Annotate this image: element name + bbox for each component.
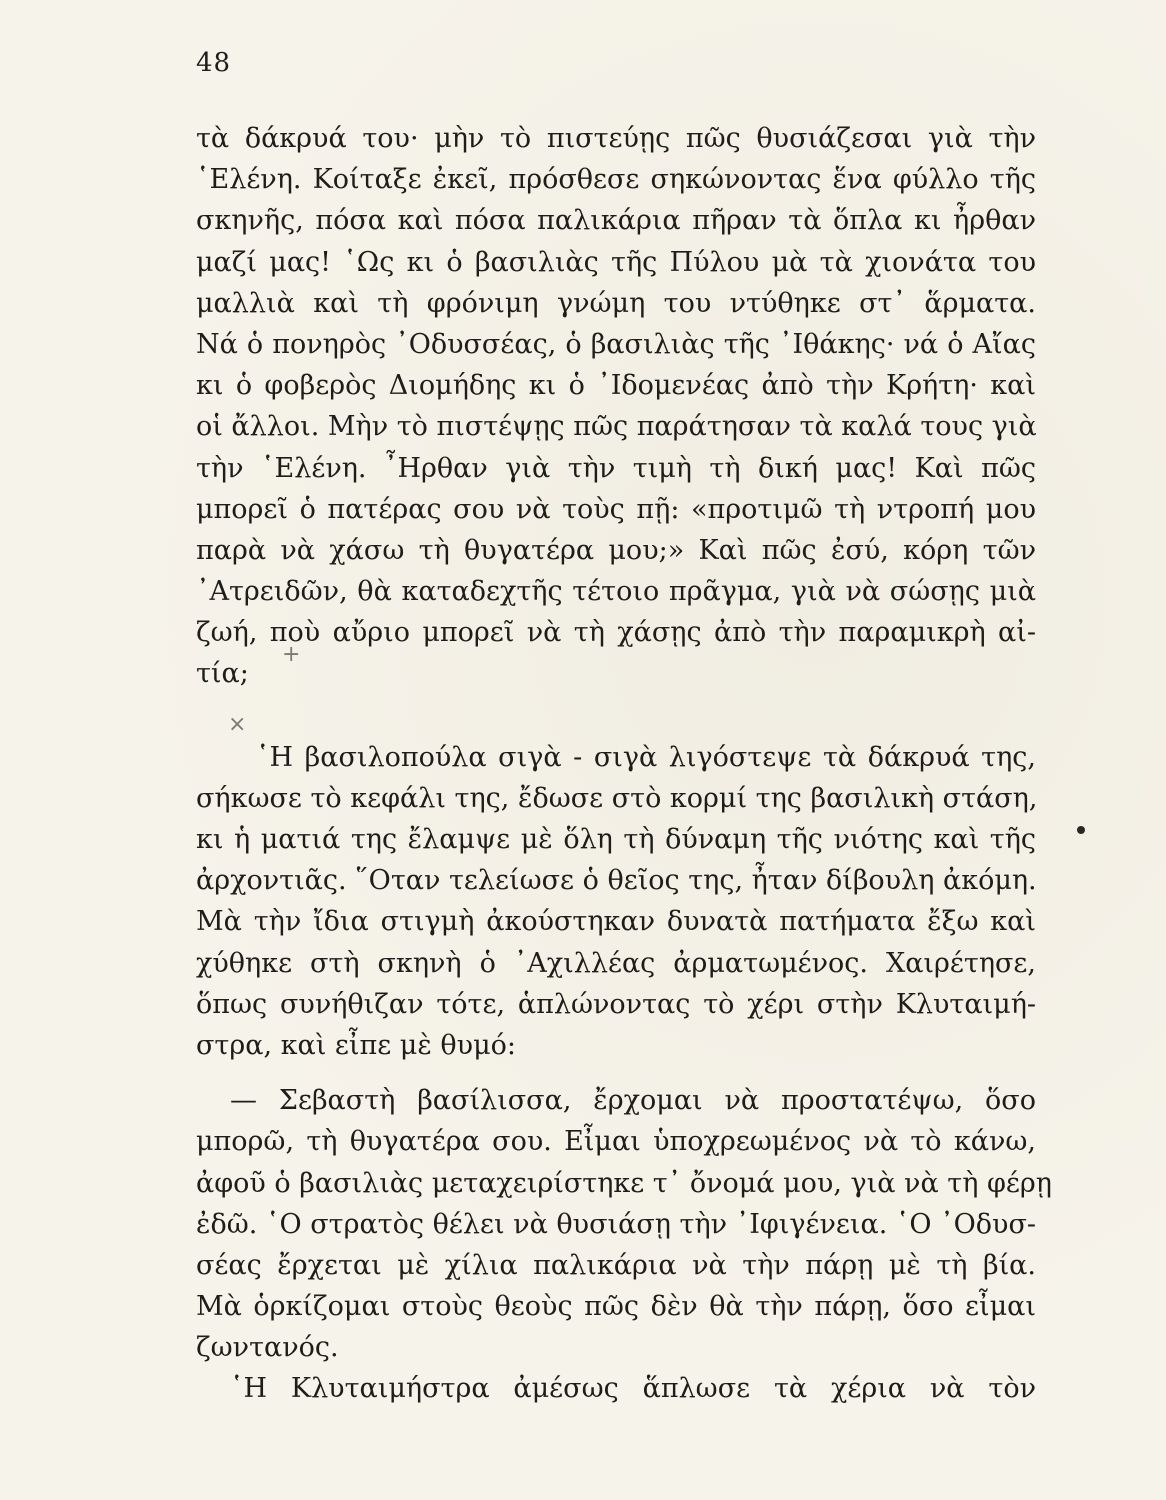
text-line: σέας ἔρχεται μὲ χίλια παλικάρια νὰ τὴν πάρῃ μὲ τὴ βία. (196, 1249, 1036, 1281)
paragraph-spacer (196, 695, 1036, 737)
text-line: μπορῶ, τὴ θυγατέρα σου. Εἶμαι ὑποχρεωμένος νὰ τὸ κάνω, (196, 1126, 1036, 1158)
text-line: σκηνῆς, πόσα καὶ πόσα παλικάρια πῆραν τὰ ὅπλα κι ἦρθαν (196, 205, 1036, 237)
paragraph-4 (196, 1368, 1036, 1409)
text-line: ᾿Ατρειδῶν, θὰ καταδεχτῆς τέτοιο πρᾶγμα, γιὰ νὰ σώσῃς μιὰ (196, 576, 1036, 608)
paragraph-2 (196, 737, 1036, 1067)
text-line: στρα, καὶ εἶπε μὲ θυμό: (196, 1029, 516, 1061)
text-line: ζωή, ποὺ αὔριο μπορεῖ νὰ τὴ χάσῃς ἀπὸ τὴν παραμικρὴ αἰ- (196, 617, 1036, 649)
text-line: ῾Η βασιλοπούλα σιγὰ - σιγὰ λιγόστεψε τὰ δάκρυά της, (256, 741, 1036, 773)
text-line: παρὰ νὰ χάσω τὴ θυγατέρα μου;» Καὶ πῶς ἐσύ, κόρη τῶν (196, 534, 1036, 566)
text-line: μαλλιὰ καὶ τὴ φρόνιμη γνώμη του ντύθηκε στ᾿ ἅρματα. (196, 287, 1036, 319)
text-line: ἀφοῦ ὁ βασιλιὰς μεταχειρίστηκε τ᾿ ὄνομά μου, γιὰ νὰ τὴ φέρῃ (196, 1167, 1052, 1199)
text-line: κι ἡ ματιά της ἔλαμψε μὲ ὅλη τὴ δύναμη τῆς νιότης καὶ τῆς (196, 824, 1036, 855)
text-line: κι ὁ φοβερὸς Διομήδης κι ὁ ᾿Ιδομενέας ἀπὸ τὴν Κρήτη· καὶ (196, 370, 1036, 402)
text-line: Μὰ τὴν ἴδια στιγμὴ ἀκούστηκαν δυνατὰ πατήματα ἔξω καὶ (196, 906, 1036, 938)
text-line: ἀρχοντιᾶς. ῞Οταν τελείωσε ὁ θεῖος της, ἦταν δίβουλη ἀκόμη. (196, 865, 1037, 897)
page-number: 48 (196, 48, 232, 78)
text-line: Μὰ ὁρκίζομαι στοὺς θεοὺς πῶς δὲν θὰ τὴν πάρῃ, ὅσο εἶμαι (196, 1291, 1036, 1323)
paragraph-spacer (196, 1066, 1036, 1080)
text-line: τὰ δάκρυά του· μὴν τὸ πιστεύῃς πῶς θυσιάζεσαι γιὰ τὴν (196, 123, 1036, 154)
ink-dot-mark (1077, 826, 1085, 834)
text-line: χύθηκε στὴ σκηνὴ ὁ ᾿Αχιλλέας ἀρματωμένος. Χαιρέτησε, (196, 947, 1036, 979)
text-line: μαζί μας! ῾Ως κι ὁ βασιλιὰς τῆς Πύλου μὰ τὰ χιονάτα του (196, 246, 1036, 278)
text-line: τὴν ῾Ελένη. ῏Ηρθαν γιὰ τὴν τιμὴ τὴ δική μας! Καὶ πῶς (196, 452, 1036, 484)
pencil-x-mark: × (228, 712, 247, 737)
text-line: ἐδῶ. ῾Ο στρατὸς θέλει νὰ θυσιάσῃ τὴν ᾿Ιφιγένεια. ῾Ο ᾿Οδυσ- (196, 1208, 1036, 1240)
paragraph-3 (196, 1080, 1052, 1368)
paragraph-1 (196, 118, 1036, 695)
text-line: ὅπως συνήθιζαν τότε, ἁπλώνοντας τὸ χέρι στὴν Κλυταιμή- (196, 988, 1036, 1020)
body-text (196, 118, 1052, 1410)
text-line: σήκωσε τὸ κεφάλι της, ἔδωσε στὸ κορμί της βασιλικὴ στάση, (196, 782, 1038, 814)
text-line: μπορεῖ ὁ πατέρας σου νὰ τοὺς πῇ: «προτιμῶ τὴ ντροπή μου (196, 493, 1036, 525)
pencil-cross-mark: + (282, 642, 301, 667)
text-line: τία; (196, 658, 249, 690)
text-line: οἱ ἄλλοι. Μὴν τὸ πιστέψῃς πῶς παράτησαν τὰ καλά τους γιὰ (196, 411, 1037, 443)
text-line: ῾Η Κλυταιμήστρα ἀμέσως ἅπλωσε τὰ χέρια νὰ τὸν (230, 1373, 1036, 1405)
text-line: Νά ὁ πονηρὸς ᾿Οδυσσέας, ὁ βασιλιὰς τῆς ᾿Ιθάκης· νά ὁ Αἴας (196, 328, 1036, 360)
text-line: — Σεβαστὴ βασίλισσα, ἔρχομαι νὰ προστατέψω, ὅσο (230, 1085, 1036, 1117)
text-line: ῾Ελένη. Κοίταξε ἐκεῖ, πρόσθεσε σηκώνοντας ἕνα φύλλο τῆς (196, 164, 1036, 196)
text-line: ζωντανός. (196, 1332, 339, 1364)
